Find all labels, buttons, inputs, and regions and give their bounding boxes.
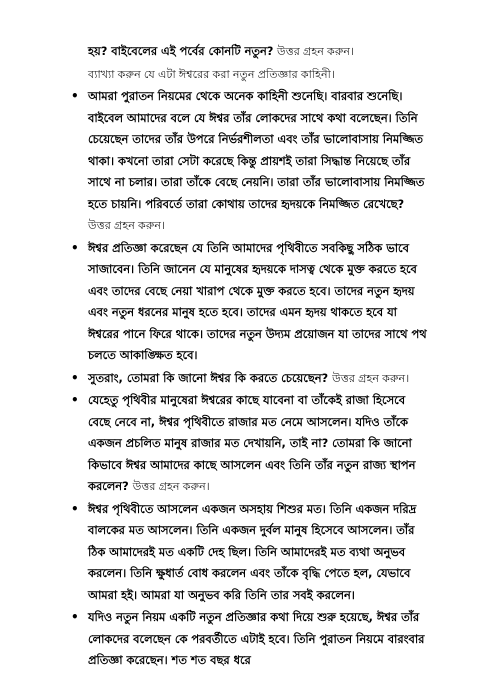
bullet-marker-icon: • (71, 240, 79, 255)
list-item (71, 86, 427, 238)
intro-answer-prompt: উত্তর গ্রহন করুন। (276, 46, 355, 58)
bullet-marker-icon: • (71, 393, 79, 407)
list-item (71, 390, 427, 499)
answer-prompt: উত্তর গ্রহন করুন। (132, 481, 210, 493)
bullet-marker-icon: • (71, 610, 79, 624)
bullet-text: ঈশ্বর প্রতিজ্ঞা করেছেন যে তিনি আমাদের পৃথিবীতে সবকিছু সঠিক ভাবে সাজাবেন। তিনি জানেন যে মানুষের হৃদয়কে দাসত্ব থেকে মুক্ত করতে হবে এবং তাদের বেছে নেয়া খারাপ থেকে মুক্ত করতে হবে। তাদের নতুন হৃদয় এবং নতুন ধরনের মানুষ হতে হবে। তাদের এমন হৃদয় থাকতে হবে যা ঈশ্বরের পানে ফিরে থাকে। তাদের নতুন উদ্যম প্রয়োজন যা তাদের সাথে পথ চলতে আকাঙ্ক্ষিত হবে। (88, 240, 427, 362)
bullet-text: যদিও নতুন নিয়ম একটি নতুন প্রতিজ্ঞার কথা দিয়ে শুরু হয়েছে, ঈশ্বর তাঁর লোকদের বলেছেন কে পরবর্তীতে এটাই হবে। তিনি পুরাতন নিয়মে বারংবার প্রতিজ্ঞা করেছেন। শত শত বছর ধরে (88, 610, 425, 667)
list-item (71, 499, 427, 608)
answer-prompt: উত্তর গ্রহন করুন। (332, 372, 410, 385)
answer-prompt: উত্তর গ্রহন করুন। (88, 220, 166, 232)
intro-question: হয়? বাইবেলের এই পর্বের কোনটি নতুন? (88, 44, 274, 58)
bullet-list (71, 86, 427, 673)
intro-paragraph (88, 41, 427, 86)
bullet-marker-icon: • (71, 89, 79, 103)
bullet-text: আমরা পুরাতন নিয়মের থেকে অনেক কাহিনী শুনেছি। বারবার শুনেছি। বাইবেল আমাদের বলে যে ঈশ্বর তাঁর লোকদের সাথে কথা বলেছেন। তিনি চেয়েছেন তাদের তাঁর উপরে নির্ভরশীলতা এবং তাঁর ভালোবাসায় নিমজ্জিত থাকা। কখনো তারা সেটা করেছে কিন্তু প্রায়শই তারা সিদ্ধান্ত নিয়েছে তাঁর সাথে না চলার। তারা তাঁকে বেছে নেয়নি। তারা তাঁর ভালোবাসায় নিমজ্জিত হতে চায়নি। পরিবর্তে তারা কোথায় তাদের হৃদয়কে নিমজ্জিত রেখেছে? (88, 89, 425, 211)
bullet-text: সুতরাং, তোমরা কি জানো ঈশ্বর কি করতে চেয়েছেন? (88, 370, 329, 385)
list-item (71, 238, 427, 368)
list-item (71, 368, 427, 391)
bullet-text: ঈশ্বর পৃথিবীতে আসলেন একজন অসহায় শিশুর মত। তিনি একজন দরিদ্র বালকের মত আসলেন। তিনি একজন দুর্বল মানুষ হিসেবে আসলেন। তাঁর ঠিক আমাদেরই মত একটি দেহ ছিল। তিনি আমাদেরই মত ব্যথা অনুভব করলেন। তিনি ক্ষুধার্ত বোধ করলেন এবং তাঁকে বৃদ্ধি পেতে হল, যেভাবে আমরা হই। আমরা যা অনুভব করি তিনি তার সবই করলেন। (88, 501, 417, 602)
bullet-marker-icon: • (71, 370, 79, 385)
bullet-text: যেহেতু পৃথিবীর মানুষেরা ঈশ্বরের কাছে যাবেনা বা তাঁকেই রাজা হিসেবে বেছে নেবে না, ঈশ্বর পৃথিবীতে রাজার মত নেমে আসলেন। যদিও তাঁকে একজন প্রচলিত মানুষ রাজার মত দেখায়নি, তাই না? তোমরা কি জানো কিভাবে ঈশ্বর আমাদের কাছে আসলেন এবং তিনি তাঁর নতুন রাজ্য স্থাপন করলেন? (88, 393, 416, 493)
list-item (71, 607, 427, 673)
intro-instruction: ব্যাখ্যা করুন যে এটা ঈশ্বরের করা নতুন প্রতিজ্ঞার কাহিনী। (88, 68, 335, 81)
bullet-marker-icon: • (71, 501, 79, 516)
